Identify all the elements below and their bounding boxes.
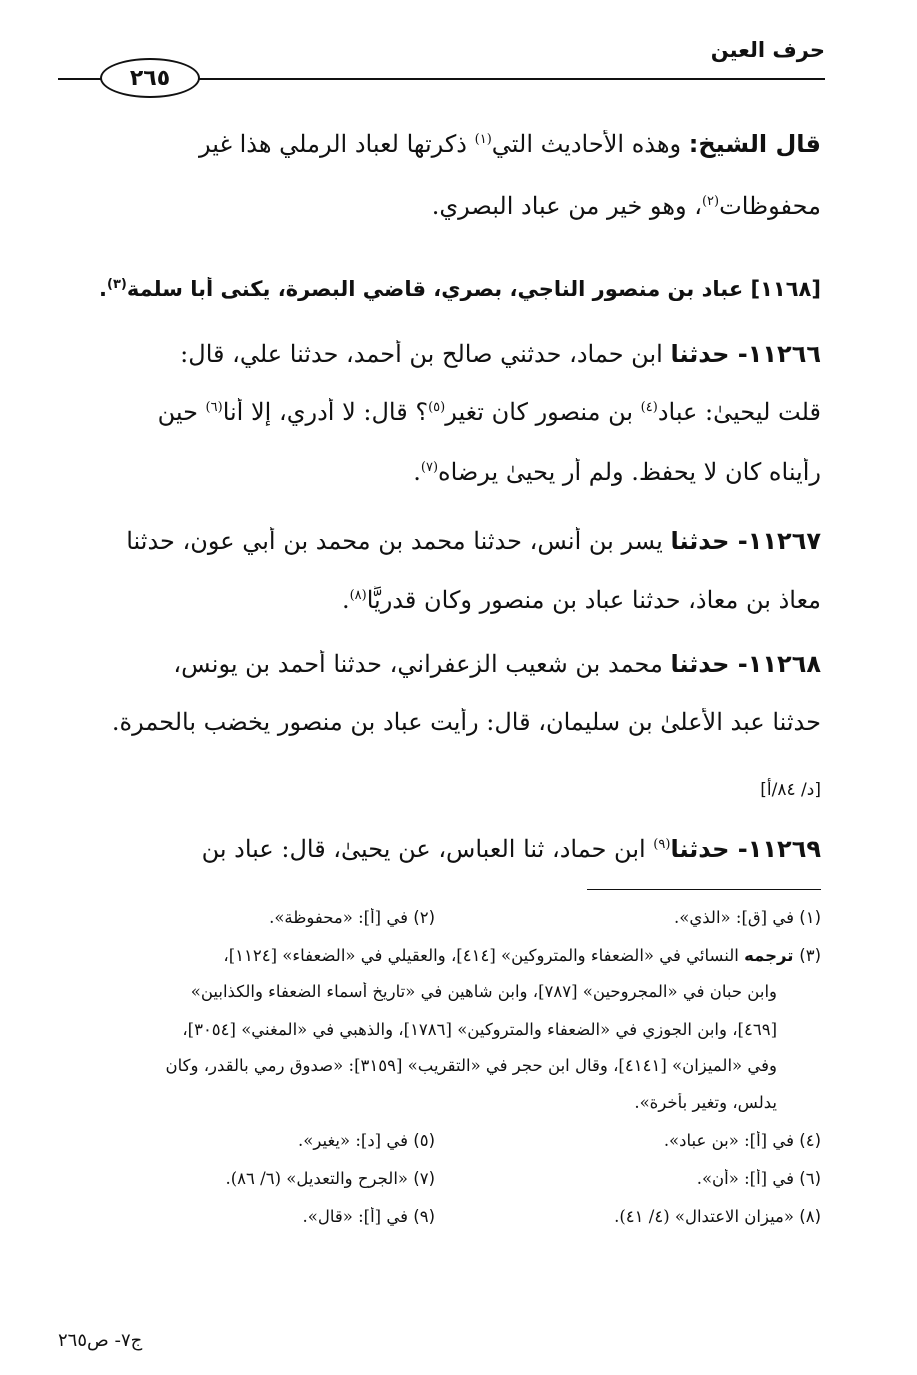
footnote-marker: (١) <box>474 132 492 147</box>
footnote-marker: (٤) <box>640 400 658 415</box>
paragraph-1-line-1: قال الشيخ: وهذه الأحاديث التي$^{(١)}$ ذكرتها لعباد الرملي هذا غير <box>198 130 821 158</box>
footnote-separator <box>587 889 821 890</box>
footnote-6: (٦) في [أ]: «أن». <box>696 1169 821 1188</box>
footnote-marker: (٥) <box>428 400 446 415</box>
haddathana-label: حدثنا <box>670 340 738 368</box>
hadith-11266-line-1: ١١٢٦٦- حدثنا ابن حماد، حدثني صالح بن أحمد، حدثنا علي، قال: <box>180 340 821 368</box>
footnote-marker: (٢) <box>701 194 720 209</box>
hadith-11268-line-2: حدثنا عبد الأعلىٰ بن سليمان، قال: رأيت عباد بن منصور يخضب بالحمرة. <box>111 708 821 736</box>
running-title: حرف العين <box>710 38 825 62</box>
hadith-11266-line-2: قلت ليحيىٰ: عباد$^{(٤)}$ بن منصور كان تغير$^{(٥)}$؟ قال: لا أدري، إلا أنا$^{(٦)}$ حين <box>157 398 821 426</box>
footnote-marker: (٨) <box>349 588 367 603</box>
hadith-number: ١١٢٦٩- <box>737 835 821 863</box>
footnote-marker: (٦) <box>205 400 223 415</box>
entry-heading: [١١٦٨] عباد بن منصور الناجي، بصري، قاضي البصرة، يكنى أبا سلمة$^{(٣)}$. <box>99 277 821 301</box>
footnote-3-line-3: [٤٦٩]، وابن الجوزي في «الضعفاء والمتروكين» [١٧٨٦]، والذهبي في «المغني» [٣٠٥٤]، <box>182 1020 777 1039</box>
footnote-marker: (٣) <box>107 277 127 292</box>
footnote-9: (٩) في [أ]: «قال». <box>302 1207 435 1226</box>
hadith-11269-line-1: ١١٢٦٩- حدثنا$^{(٩)}$ ابن حماد، ثنا العباس، عن يحيىٰ، قال: عباد بن <box>201 835 821 863</box>
footnote-2: (٢) في [أ]: «محفوظة». <box>269 908 435 927</box>
hadith-11266-line-3: رأيناه كان لا يحفظ. ولم أر يحيىٰ يرضاه$^{(٧)}$. <box>413 458 821 486</box>
footnote-3-line-5: يدلس، وتغير بأخرة». <box>634 1093 777 1112</box>
haddathana-label: حدثنا <box>670 835 738 863</box>
hadith-11268-line-1: ١١٢٦٨- حدثنا محمد بن شعيب الزعفراني، حدثنا أحمد بن يونس، <box>173 650 821 678</box>
hadith-11267-line-1: ١١٢٦٧- حدثنا يسر بن أنس، حدثنا محمد بن محمد بن أبي عون، حدثنا <box>126 527 821 555</box>
manuscript-folio-reference: [د/ ٨٤/أ] <box>760 780 821 800</box>
footnote-5: (٥) في [د]: «يغير». <box>298 1131 435 1150</box>
footnote-marker: (٩) <box>653 837 671 852</box>
footnote-8: (٨) «ميزان الاعتدال» (٤/ ٤١). <box>614 1207 821 1226</box>
hadith-number: ١١٢٦٧- <box>737 527 821 555</box>
footnote-3-line-4: وفي «الميزان» [٤١٤١]، وقال ابن حجر في «التقريب» [٣١٥٩]: «صدوق رمي بالقدر، وكان <box>165 1056 777 1075</box>
footnote-marker: (٧) <box>420 460 439 475</box>
haddathana-label: حدثنا <box>670 650 738 678</box>
footnote-3-line-1: (٣) ترجمه النسائي في «الضعفاء والمتروكين» [٤١٤]، والعقيلي في «الضعفاء» [١١٢٤]، <box>223 946 821 965</box>
page-number: ٢٦٥ <box>100 58 200 98</box>
haddathana-label: حدثنا <box>670 527 738 555</box>
footnote-7: (٧) «الجرح والتعديل» (٦/ ٨٦). <box>225 1169 435 1188</box>
hadith-number: ١١٢٦٦- <box>737 340 821 368</box>
paragraph-1-line-2: محفوظات$^{(٢)}$، وهو خير من عباد البصري. <box>431 192 821 220</box>
volume-page-reference: ج٧- ص٢٦٥ <box>58 1330 143 1351</box>
footnote-4: (٤) في [أ]: «بن عباد». <box>663 1131 821 1150</box>
hadith-number: ١١٢٦٨- <box>737 650 821 678</box>
footnote-1: (١) في [ق]: «الذي». <box>674 908 821 927</box>
shaykh-label: قال الشيخ: <box>688 130 821 158</box>
hadith-11267-line-2: معاذ بن معاذ، حدثنا عباد بن منصور وكان قدريًّا$^{(٨)}$. <box>341 586 821 614</box>
footnote-3-line-2: وابن حبان في «المجروحين» [٧٨٧]، وابن شاهين في «تاريخ أسماء الضعفاء والكذابين» <box>190 982 777 1001</box>
